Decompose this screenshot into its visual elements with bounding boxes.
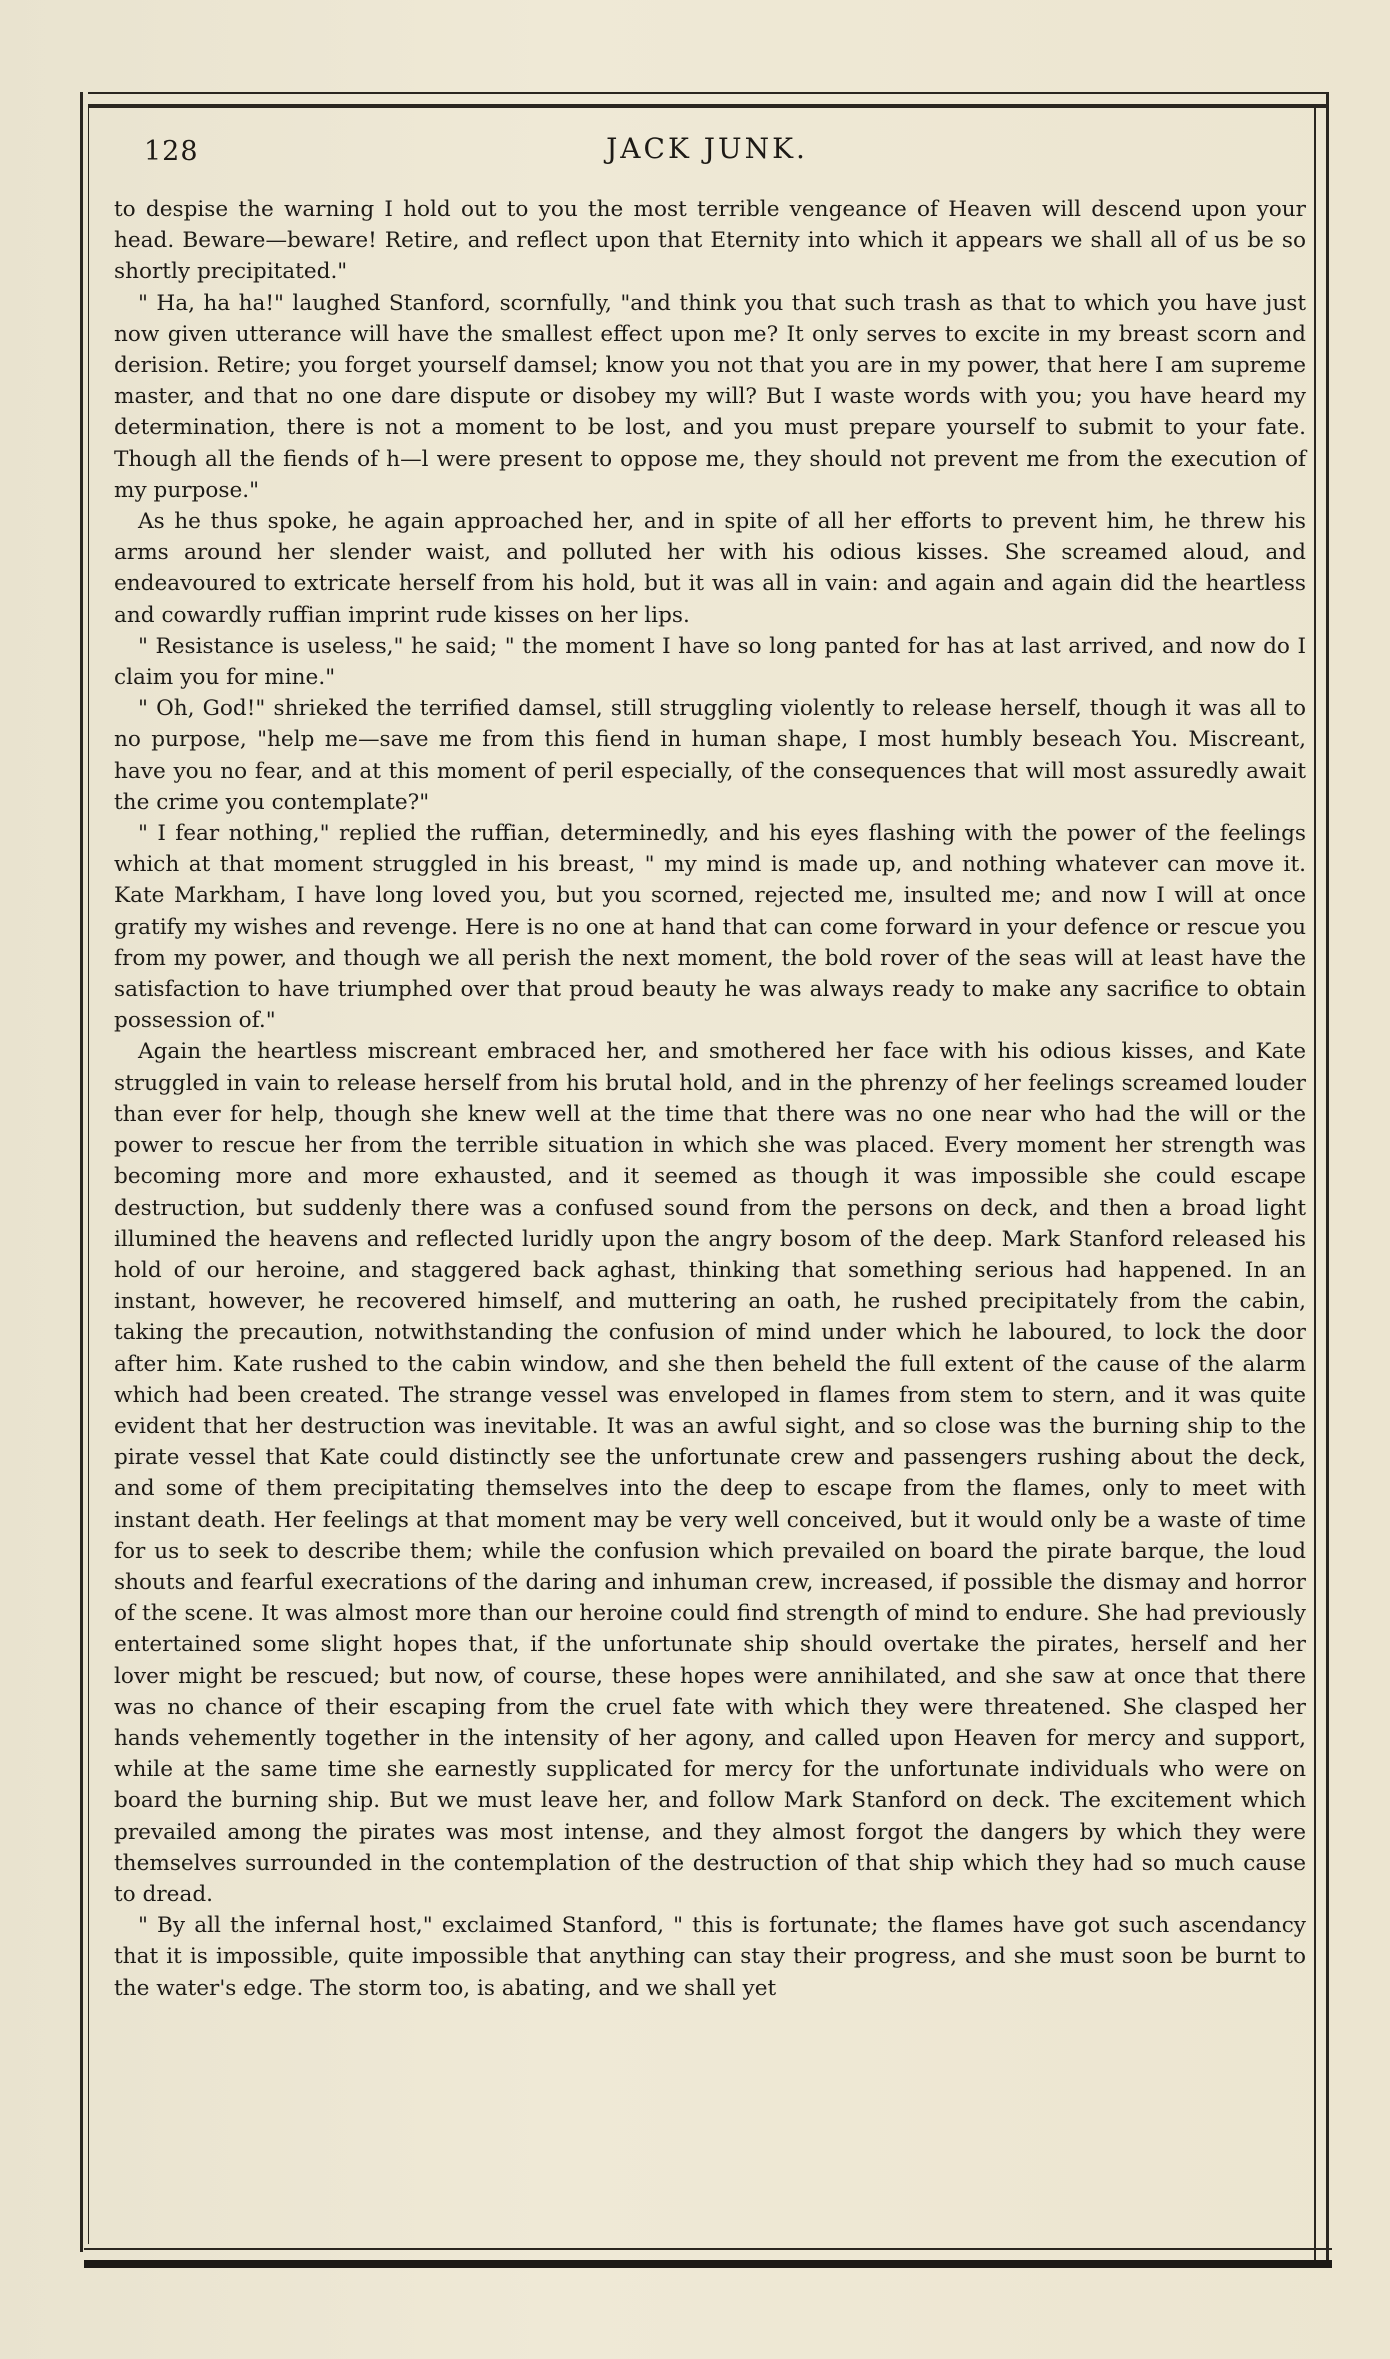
- right-rule: [1326, 92, 1329, 2268]
- right-rule-inner: [1314, 104, 1316, 2260]
- running-title: JACK JUNK.: [606, 132, 808, 165]
- left-rule: [80, 92, 83, 2252]
- top-rule-thick: [88, 104, 1328, 108]
- paragraph: " Ha, ha ha!" laughed Stanford, scornfully, "and think you that such trash as that to which you have just now given utterance will have the smallest effect upon me? It only serves to excite in my breast scorn and derision. Retire; you forget yourself damsel; know you not that you are in my power, that here I am supreme master, and that no one dare dispute or disobey my will? But I waste words with you; you have heard my determination, there is not a moment to be lost, and you must prepare yourself to submit to your fate. Though all the fiends of h—l were present to oppose me, they should not prevent me from the execution of my purpose.": [114, 290, 1306, 503]
- page-header: [112, 128, 1302, 178]
- paragraph: Again the heartless miscreant embraced her, and smothered her face with his odious kisses, and Kate struggled in vain to release herself from his brutal hold, and in the phrenzy of her feelings screamed louder than ever for help, though she knew well at the time that there was no one near who had the will or the power to rescue her from the terrible situation in which she was placed. Every moment her strength was becoming more and more exhausted, and it seemed as though it was impossible she could escape destruction, but suddenly there was a confused sound from the persons on deck, and then a broad light illumined the heavens and reflected luridly upon the angry bosom of the deep. Mark Stanford released his hold of our heroine, and staggered back aghast, thinking that something serious had happened. In an instant, however, he recovered himself, and muttering an oath, he rushed precipitately from the cabin, taking the precaution, notwithstanding the confusion of mind under which he laboured, to lock the door after him. Kate rushed to the cabin window, and she then beheld the full extent of the cause of the alarm which had been created. The strange vessel was enveloped in flames from stem to stern, and it was quite evident that her destruction was inevitable. It was an awful sight, and so close was the burning ship to the pirate vessel that Kate could distinctly see the unfortunate crew and passengers rushing about the deck, and some of them precipitating themselves into the deep to escape from the flames, only to meet with instant death. Her feelings at that moment may be very well conceived, but it would only be a waste of time for us to seek to describe them; while the confusion which prevailed on board the pirate barque, the loud shouts and fearful execrations of the daring and inhuman crew, increased, if possible the dismay and horror of the scene. It was almost more than our heroine could find strength of mind to endure. She had previously entertained some slight hopes that, if the unfortunate ship should overtake the pirates, herself and her lover might be rescued; but now, of course, these hopes were annihilated, and she saw at once that there was no chance of their escaping from the cruel fate with which they were threatened. She clasped her hands vehemently together in the intensity of her agony, and called upon Heaven for mercy and support, while at the same time she earnestly supplicated for mercy for the unfortunate individuals who were on board the burning ship. But we must leave her, and follow Mark Stanford on deck. The excitement which prevailed among the pirates was most intense, and they almost forgot the dangers by which they were themselves surrounded in the contemplation of the destruction of that ship which they had so much cause to dread.: [114, 1039, 1306, 1907]
- paragraph: As he thus spoke, he again approached her, and in spite of all her efforts to prevent him, he threw his arms around her slender waist, and polluted her with his odious kisses. She screamed aloud, and endeavoured to extricate herself from his hold, but it was all in vain: and again and again did the heartless and cowardly ruffian imprint rude kisses on her lips.: [114, 509, 1306, 628]
- page-number: 128: [144, 136, 199, 167]
- paragraph: " Oh, God!" shrieked the terrified damsel, still struggling violently to release herself, though it was all to no purpose, "help me—save me from this fiend in human shape, I most humbly beseach You. Miscreant, have you no fear, and at this moment of peril especially, of the consequences that will most assuredly await the crime you contemplate?": [114, 696, 1306, 815]
- bottom-rule-thin: [84, 2248, 1332, 2250]
- body-text: [114, 194, 1306, 2004]
- paragraph: " I fear nothing," replied the ruffian, determinedly, and his eyes flashing with the power of the feelings which at that moment struggled in his breast, " my mind is made up, and nothing whatever can move it. Kate Markham, I have long loved you, but you scorned, rejected me, insulted me; and now I will at once gratify my wishes and revenge. Here is no one at hand that can come forward in your defence or rescue you from my power, and though we all perish the next moment, the bold rover of the seas will at least have the satisfaction to have triumphed over that proud beauty he was always ready to make any sacrifice to obtain possession of.": [114, 821, 1306, 1034]
- bottom-rule-thick: [84, 2260, 1332, 2268]
- left-rule-inner: [88, 104, 89, 2244]
- paragraph: " Resistance is useless," he said; " the moment I have so long panted for has at last arrived, and now do I claim you for mine.": [114, 633, 1306, 691]
- paragraph: to despise the warning I hold out to you the most terrible vengeance of Heaven will descend upon your head. Beware—beware! Retire, and reflect upon that Eternity into which it appears we shall all of us be so shortly precipitated.": [114, 197, 1306, 285]
- top-rule-thin: [88, 92, 1328, 94]
- paragraph: " By all the infernal host," exclaimed Stanford, " this is fortunate; the flames have got such ascendancy that it is impossible, quite impossible that anything can stay their progress, and she must soon be burnt to the water's edge. The storm too, is abating, and we shall yet: [114, 1913, 1306, 2001]
